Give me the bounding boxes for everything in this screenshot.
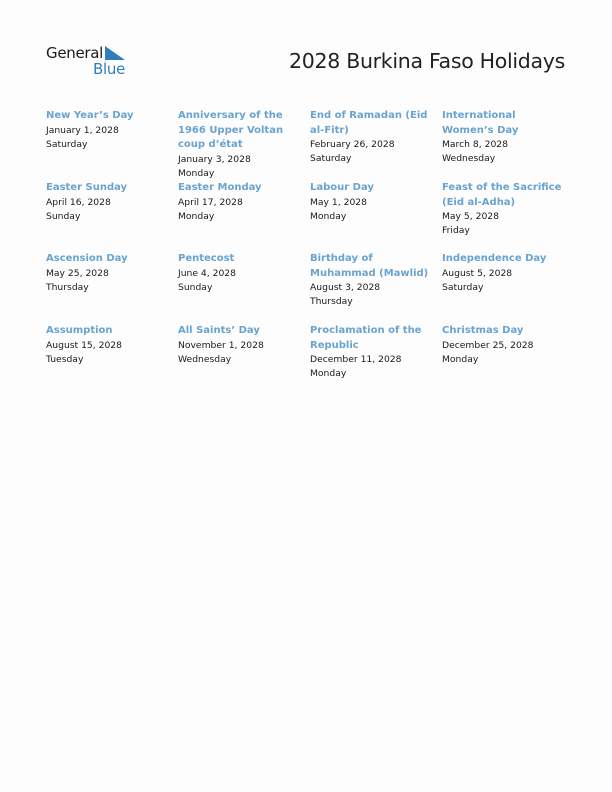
holiday-item	[442, 181, 574, 252]
holiday-weekday: Monday	[310, 368, 347, 379]
holiday-name: Ascension Day	[46, 253, 128, 264]
holiday-date: April 16, 2028	[46, 196, 111, 208]
holiday-name: Feast of the Sacrifice (Eid al-Adha)	[442, 182, 562, 208]
logo-triangle-icon	[105, 46, 125, 60]
holiday-weekday: Thursday	[46, 281, 89, 293]
holiday-weekday: Monday	[442, 353, 479, 365]
holiday-item	[442, 324, 574, 384]
holiday-item	[310, 324, 442, 384]
holiday-item	[46, 324, 178, 384]
holiday-date: May 1, 2028	[310, 196, 367, 208]
holiday-name: International Women’s Day	[442, 110, 519, 136]
holiday-date: August 15, 2028	[46, 339, 122, 351]
holiday-name: Labour Day	[310, 182, 374, 193]
holiday-weekday: Tuesday	[46, 353, 84, 365]
holiday-weekday: Monday	[178, 210, 215, 222]
holiday-name: Anniversary of the 1966 Upper Voltan coup d’état	[178, 110, 284, 150]
holiday-item	[178, 324, 310, 384]
holiday-weekday: Thursday	[310, 296, 353, 307]
holiday-date: June 4, 2028	[178, 267, 236, 279]
holiday-item	[46, 252, 178, 324]
holiday-item	[442, 252, 574, 324]
holiday-weekday: Saturday	[442, 281, 484, 293]
holiday-date: December 25, 2028	[442, 339, 534, 351]
holiday-date: August 3, 2028	[310, 282, 381, 293]
holiday-weekday: Saturday	[310, 153, 352, 164]
holiday-name: Christmas Day	[442, 325, 524, 336]
holiday-date: November 1, 2028	[178, 339, 264, 351]
holiday-weekday: Wednesday	[442, 153, 496, 164]
holiday-weekday: Sunday	[178, 281, 213, 293]
holiday-date: May 5, 2028	[442, 211, 499, 222]
holiday-date: January 3, 2028	[178, 153, 251, 165]
holiday-date: May 25, 2028	[46, 267, 109, 279]
holiday-item	[46, 109, 178, 181]
holiday-weekday: Friday	[442, 225, 470, 236]
holiday-name: New Year’s Day	[46, 110, 134, 121]
holiday-name: Assumption	[46, 325, 113, 336]
holiday-date: August 5, 2028	[442, 267, 513, 279]
holiday-name: Independence Day	[442, 253, 547, 264]
holiday-name: Easter Sunday	[46, 182, 128, 193]
holiday-date: January 1, 2028	[46, 124, 119, 136]
holiday-name: End of Ramadan (Eid al-Fitr)	[310, 110, 428, 136]
holiday-item	[442, 109, 574, 181]
holiday-weekday: Monday	[310, 210, 347, 222]
holiday-weekday: Monday	[178, 167, 215, 179]
holiday-item	[178, 109, 310, 181]
holiday-date: April 17, 2028	[178, 196, 243, 208]
holiday-weekday: Wednesday	[178, 353, 232, 365]
generalblue-logo	[46, 44, 136, 80]
holiday-item	[310, 181, 442, 252]
holiday-date: February 26, 2028	[310, 139, 395, 150]
holiday-name: Proclamation of the Republic	[310, 325, 422, 351]
holiday-weekday: Saturday	[46, 138, 88, 150]
holiday-weekday: Sunday	[46, 210, 81, 222]
holiday-item	[178, 252, 310, 324]
logo-text-general: General	[46, 44, 104, 62]
page-title: 2028 Burkina Faso Holidays	[289, 49, 565, 73]
logo-text-blue: Blue	[93, 60, 125, 78]
holiday-name: Pentecost	[178, 253, 235, 264]
holiday-grid	[46, 109, 576, 384]
holiday-date: December 11, 2028	[310, 354, 402, 365]
holiday-item	[310, 252, 442, 324]
holiday-item	[310, 109, 442, 181]
holiday-name: Easter Monday	[178, 182, 262, 193]
holiday-item	[178, 181, 310, 252]
holiday-name: All Saints’ Day	[178, 325, 260, 336]
holiday-name: Birthday of Muhammad (Mawlid)	[310, 253, 429, 279]
holiday-item	[46, 181, 178, 252]
holiday-date: March 8, 2028	[442, 139, 508, 150]
